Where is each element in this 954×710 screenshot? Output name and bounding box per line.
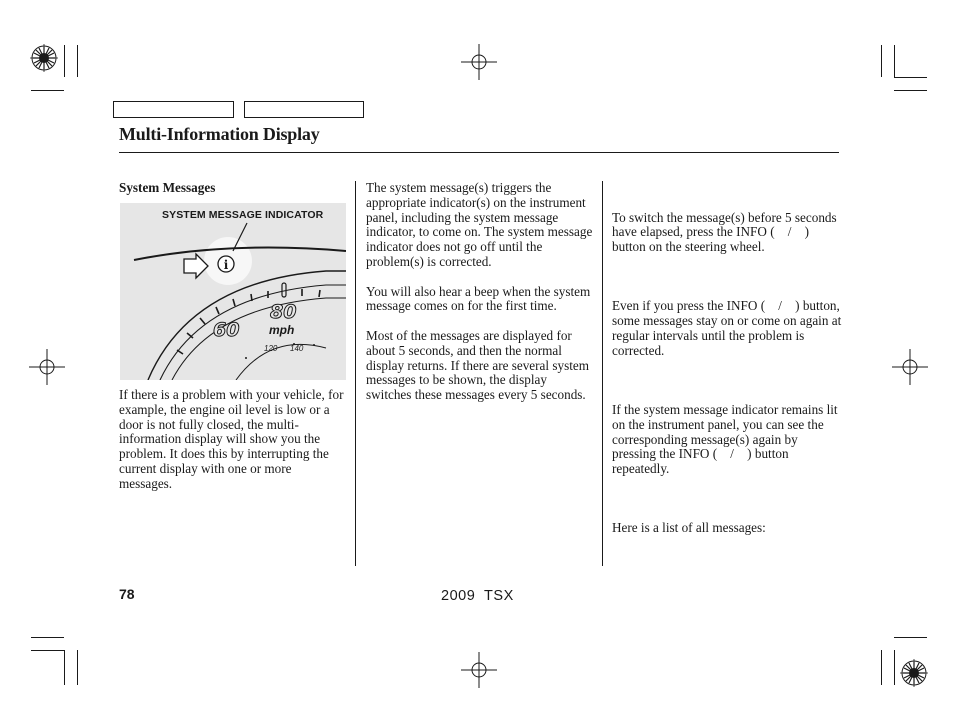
col3-paragraph-4: Here is a list of all messages: [612, 520, 766, 536]
title-rule [119, 152, 839, 153]
registration-target-icon [461, 44, 497, 80]
speed-unit-label: mph [269, 323, 295, 337]
page-title: Multi-Information Display [119, 124, 320, 144]
svg-text:i: i [223, 258, 229, 272]
col3-paragraph-2: Even if you press the INFO ( / ) button, some messages stay on or come on again at regular intervals until the problem is corrected. [612, 298, 845, 358]
registration-target-icon [892, 349, 928, 385]
column-2 [366, 181, 594, 418]
speed-60-label: 60 [213, 319, 240, 341]
col2-paragraph-3: Most of the messages are displayed for about 5 seconds, and then the normal display returns. If there are several system messages to be shown, the display switches these messages every 5 seconds. [366, 327, 590, 403]
speed-80-label: 80 [270, 301, 297, 323]
registration-target-icon [461, 652, 497, 688]
col2-paragraph-1: The system message(s) triggers the appropriate indicator(s) on the instrument panel, including the system message indicator, to come on. The system message indicator does not go off until the problem(s) is corrected. [366, 180, 593, 269]
starburst-mark-icon [900, 659, 928, 687]
page-number: 78 [119, 586, 135, 602]
system-message-indicator-figure [120, 203, 346, 380]
header-tab-right [244, 101, 364, 118]
tick-120-label: 120 [264, 344, 278, 353]
col3-paragraph-1: To switch the message(s) before 5 seconds have elapsed, press the INFO ( / ) button on the steering wheel. [612, 209, 840, 255]
column-divider [355, 181, 356, 566]
col2-paragraph-2: You will also hear a beep when the system message comes on for the first time. [366, 283, 591, 314]
column-divider [602, 181, 603, 566]
model-label: 2009 TSX [441, 588, 514, 604]
column-1-body [119, 388, 347, 506]
col1-paragraph: If there is a problem with your vehicle, for example, the engine oil level is low or a door is not fully closed, the multi-information display will show you the problem. It does this by interrupting the current display with one or more messages. [119, 387, 344, 491]
starburst-mark-icon [30, 44, 58, 72]
gauge-illustration [120, 203, 346, 380]
col3-paragraph-3: If the system message indicator remains lit on the instrument panel, you can see the corresponding message(s) again by pressing the INFO ( / ) button repeatedly. [612, 401, 841, 477]
column-1 [119, 181, 347, 196]
header-tab-left [113, 101, 234, 118]
figure-label: SYSTEM MESSAGE INDICATOR [162, 209, 324, 221]
column-3 [612, 181, 845, 566]
tick-140-label: 140 [290, 344, 304, 353]
section-subhead: System Messages [119, 180, 216, 195]
registration-target-icon [29, 349, 65, 385]
